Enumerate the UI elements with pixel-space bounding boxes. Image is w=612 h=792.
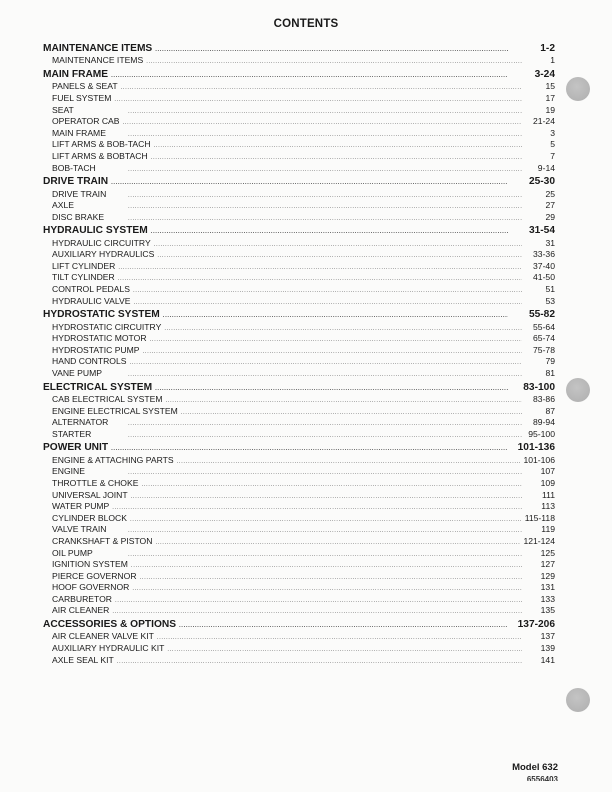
section-title: POWER UNIT [43, 442, 109, 454]
toc-entry[interactable] [43, 238, 555, 250]
dot-leader [130, 515, 522, 527]
toc-entry[interactable] [43, 333, 555, 345]
entry-page: 53 [545, 295, 555, 306]
dot-leader [150, 335, 522, 347]
entry-page: 55-64 [533, 321, 555, 332]
dot-leader [164, 324, 522, 336]
dot-leader [111, 177, 508, 189]
entry-page: 37-40 [533, 260, 555, 271]
dot-leader [146, 57, 522, 69]
toc-entry[interactable] [43, 524, 555, 536]
entry-title: HYDRAULIC CIRCUITRY [52, 237, 151, 248]
entry-page: 129 [540, 570, 555, 581]
entry-page: 29 [545, 211, 555, 222]
binder-hole-middle [566, 378, 590, 402]
dot-leader [157, 633, 522, 645]
entry-page: 109 [540, 477, 555, 488]
entry-page: 111 [541, 489, 555, 500]
section-page-range: 31-54 [528, 225, 555, 237]
dot-leader [154, 240, 522, 252]
entry-title: CAB ELECTRICAL SYSTEM [52, 394, 163, 404]
entry-page: 113 [541, 501, 555, 512]
toc-entry[interactable] [43, 345, 555, 357]
toc-entry[interactable] [43, 559, 555, 571]
dot-leader [128, 468, 522, 480]
entry-title: CYLINDER BLOCK [52, 512, 127, 523]
entry-page: 141 [540, 654, 555, 665]
entry-page: 41-50 [533, 272, 555, 283]
entry-page: 125 [540, 547, 555, 558]
toc-entry[interactable] [43, 93, 555, 105]
entry-page: 9-14 [537, 162, 555, 173]
entry-page: 139 [540, 643, 555, 654]
entry-title: ALTERNATOR [52, 417, 109, 428]
toc-entry[interactable] [43, 643, 555, 655]
toc-entry[interactable] [43, 655, 555, 667]
toc-entry[interactable] [43, 571, 555, 583]
toc-entry[interactable] [43, 417, 555, 429]
entry-title: VANE PUMP [52, 368, 102, 379]
dot-leader [111, 70, 508, 82]
dot-leader [141, 480, 522, 492]
toc-entry[interactable] [43, 151, 555, 163]
dot-leader [114, 95, 522, 107]
dot-leader [128, 191, 522, 203]
entry-page: 15 [545, 81, 555, 92]
dot-leader [131, 561, 522, 573]
toc-section [43, 43, 555, 67]
entry-title: CARBURETOR [52, 593, 113, 604]
dot-leader [143, 347, 522, 359]
entry-page: 121-124 [523, 535, 555, 546]
toc-entry[interactable] [43, 81, 555, 93]
page-title: CONTENTS [273, 18, 339, 30]
toc-entry[interactable] [43, 394, 555, 406]
entry-title: STARTER [52, 428, 92, 439]
entry-title: AXLE SEAL KIT [52, 654, 114, 665]
dot-leader [117, 657, 522, 669]
dot-leader [112, 607, 522, 619]
entry-title: CRANKSHAFT & PISTON [52, 535, 153, 546]
toc-entry[interactable] [43, 189, 555, 201]
entry-title: AUXILIARY HYDRAULICS [52, 249, 155, 260]
section-title: MAIN FRAME [43, 68, 109, 80]
toc-entry[interactable] [43, 322, 555, 334]
dot-leader [128, 431, 522, 443]
entry-title: LIFT ARMS & BOBTACH [52, 150, 148, 161]
section-page-range: 101-136 [517, 442, 555, 454]
toc-section [43, 382, 555, 441]
dot-leader [181, 408, 522, 420]
entry-title: WATER PUMP [52, 501, 110, 512]
dot-leader [167, 645, 522, 657]
dot-leader [123, 118, 523, 130]
toc-entry[interactable] [43, 116, 555, 128]
entry-page: 79 [545, 356, 555, 367]
dot-leader [151, 226, 508, 238]
dot-leader [132, 584, 522, 596]
dot-leader [128, 370, 522, 382]
dot-leader [128, 165, 522, 177]
toc-entry[interactable] [43, 368, 555, 380]
toc-entry[interactable] [43, 548, 555, 560]
entry-page: 33-36 [533, 249, 555, 260]
entry-page: 19 [545, 104, 555, 115]
dot-leader [155, 383, 508, 395]
dot-leader [154, 141, 522, 153]
entry-title: OPERATOR CAB [52, 116, 120, 127]
dot-leader [131, 492, 522, 504]
dot-leader [155, 44, 508, 56]
toc-entry[interactable] [43, 128, 555, 140]
toc-entry[interactable] [43, 200, 555, 212]
entry-page: 131 [540, 582, 555, 593]
toc-entry[interactable] [43, 139, 555, 151]
entry-title: AXLE [52, 200, 74, 211]
entry-page: 107 [540, 466, 555, 477]
section-title: ACCESSORIES & OPTIONS [43, 619, 177, 631]
entry-title: CONTROL PEDALS [52, 284, 130, 295]
section-title: DRIVE TRAIN [43, 176, 109, 188]
toc-entry[interactable] [43, 466, 555, 478]
dot-leader [128, 130, 522, 142]
entry-page: 127 [540, 559, 555, 570]
entry-title: IGNITION SYSTEM [52, 559, 128, 570]
entry-title: AIR CLEANER VALVE KIT [52, 631, 154, 642]
toc-entry[interactable] [43, 490, 555, 502]
dot-leader [128, 419, 522, 431]
toc-entry[interactable] [43, 212, 555, 224]
entry-page: 31 [545, 237, 555, 248]
entry-page: 95-100 [528, 428, 555, 439]
entry-page: 81 [545, 368, 555, 379]
toc-section [43, 309, 555, 379]
entry-title: ENGINE [52, 466, 85, 477]
entry-title: BOB-TACH [52, 162, 96, 173]
section-page-range: 83-100 [523, 381, 555, 393]
entry-title: HYDRAULIC VALVE [52, 295, 131, 306]
entry-title: MAINTENANCE ITEMS [52, 55, 144, 66]
model-label: Model 632 [512, 762, 558, 773]
entry-title: FUEL SYSTEM [52, 92, 112, 103]
entry-title: HOOF GOVERNOR [52, 582, 130, 593]
toc-section [43, 176, 555, 223]
toc-entry[interactable] [43, 605, 555, 617]
entry-title: AUXILIARY HYDRAULIC KIT [52, 643, 165, 654]
entry-page: 83-86 [533, 394, 555, 404]
toc-section-heading[interactable] [43, 382, 555, 394]
toc-entry[interactable] [43, 406, 555, 418]
entry-title: UNIVERSAL JOINT [52, 489, 128, 500]
entry-page: 89-94 [533, 417, 555, 428]
toc-section-heading[interactable] [43, 309, 555, 321]
dot-leader [128, 526, 522, 538]
toc-entry[interactable] [43, 284, 555, 296]
toc-entry[interactable] [43, 513, 555, 525]
entry-page: 119 [541, 524, 555, 535]
table-of-contents [43, 43, 555, 668]
dot-leader [128, 202, 522, 214]
entry-page: 17 [545, 92, 555, 103]
dot-leader [133, 298, 522, 310]
entry-title: ENGINE ELECTRICAL SYSTEM [52, 405, 178, 416]
entry-title: DRIVE TRAIN [52, 188, 107, 199]
toc-entry[interactable] [43, 356, 555, 368]
entry-page: 5 [550, 139, 555, 150]
entry-title: PANELS & SEAT [52, 81, 118, 92]
section-title: HYDRAULIC SYSTEM [43, 225, 148, 237]
dot-leader [128, 107, 522, 119]
section-page-range: 137-206 [517, 619, 555, 631]
toc-entry[interactable] [43, 105, 555, 117]
entry-title: MAIN FRAME [52, 127, 106, 138]
entry-page: 133 [540, 593, 555, 604]
section-page-range: 25-30 [528, 176, 555, 188]
dot-leader [133, 286, 522, 298]
entry-title: HYDROSTATIC MOTOR [52, 333, 147, 344]
dot-leader [115, 596, 522, 608]
entry-title: PIERCE GOVERNOR [52, 570, 137, 581]
toc-entry[interactable] [43, 272, 555, 284]
entry-page: 3 [550, 127, 555, 138]
toc-section [43, 442, 555, 617]
entry-title: OIL PUMP [52, 547, 93, 558]
toc-entry[interactable] [43, 163, 555, 175]
dot-leader [157, 251, 522, 263]
entry-page: 135 [540, 605, 555, 616]
dot-leader [163, 310, 508, 322]
entry-title: HYDROSTATIC CIRCUITRY [52, 321, 162, 332]
page-footer [512, 762, 558, 781]
dot-leader [130, 358, 523, 370]
entry-page: 25 [545, 188, 555, 199]
entry-page: 21-24 [533, 116, 555, 127]
toc-section [43, 69, 555, 174]
dot-leader [140, 573, 522, 585]
toc-entry[interactable] [43, 478, 555, 490]
entry-title: AIR CLEANER [52, 605, 110, 616]
entry-title: LIFT CYLINDER [52, 260, 116, 271]
entry-page: 1 [550, 55, 555, 66]
dot-leader [179, 620, 508, 632]
entry-title: THROTTLE & CHOKE [52, 477, 139, 488]
dot-leader [128, 550, 522, 562]
entry-title: HYDROSTATIC PUMP [52, 344, 140, 355]
section-title: HYDROSTATIC SYSTEM [43, 309, 160, 321]
entry-title: LIFT ARMS & BOB-TACH [52, 139, 151, 150]
binder-hole-top [566, 77, 590, 101]
toc-section [43, 225, 555, 307]
dot-leader [177, 457, 521, 469]
entry-page: 137 [540, 631, 555, 642]
toc-entry[interactable] [43, 455, 555, 467]
toc-entry[interactable] [43, 261, 555, 273]
toc-entry[interactable] [43, 582, 555, 594]
dot-leader [118, 274, 522, 286]
entry-title: VALVE TRAIN [52, 524, 107, 535]
toc-entry[interactable] [43, 249, 555, 261]
dot-leader [165, 396, 522, 408]
dot-leader [155, 538, 520, 550]
section-page-range: 55-82 [528, 309, 555, 321]
toc-section-heading[interactable] [43, 69, 555, 81]
entry-title: ENGINE & ATTACHING PARTS [52, 454, 174, 465]
dot-leader [118, 263, 522, 275]
toc-section [43, 619, 555, 666]
section-title: ELECTRICAL SYSTEM [43, 381, 153, 393]
toc-entry[interactable] [43, 296, 555, 308]
toc-section-heading[interactable] [43, 43, 555, 55]
entry-title: DISC BRAKE [52, 211, 105, 222]
toc-entry[interactable] [43, 55, 555, 67]
section-title: MAINTENANCE ITEMS [43, 43, 153, 54]
toc-entry[interactable] [43, 631, 555, 643]
entry-page: 7 [550, 150, 555, 161]
entry-page: 27 [545, 200, 555, 211]
entry-title: TILT CYLINDER [52, 272, 115, 283]
entry-page: 115-118 [524, 512, 555, 523]
dot-leader [128, 214, 522, 226]
toc-section-heading[interactable] [43, 442, 555, 454]
toc-section-heading[interactable] [43, 619, 555, 631]
entry-page: 65-74 [533, 333, 555, 344]
section-page-range: 1-2 [540, 43, 555, 54]
toc-entry[interactable] [43, 501, 555, 513]
entry-page: 87 [545, 405, 555, 416]
binder-hole-bottom [566, 688, 590, 712]
toc-entry[interactable] [43, 536, 555, 548]
toc-entry[interactable] [43, 594, 555, 606]
entry-page: 51 [545, 284, 555, 295]
section-page-range: 3-24 [534, 68, 555, 80]
entry-title: SEAT [52, 104, 74, 115]
entry-page: 101-106 [523, 454, 555, 465]
dot-leader [151, 153, 522, 165]
entry-page: 75-78 [533, 344, 555, 355]
toc-section-heading[interactable] [43, 176, 555, 188]
entry-title: HAND CONTROLS [52, 356, 127, 367]
dot-leader [112, 503, 522, 515]
toc-entry[interactable] [43, 429, 555, 441]
document-code: 6556403 [526, 775, 558, 781]
dot-leader [121, 83, 522, 95]
toc-section-heading[interactable] [43, 225, 555, 237]
